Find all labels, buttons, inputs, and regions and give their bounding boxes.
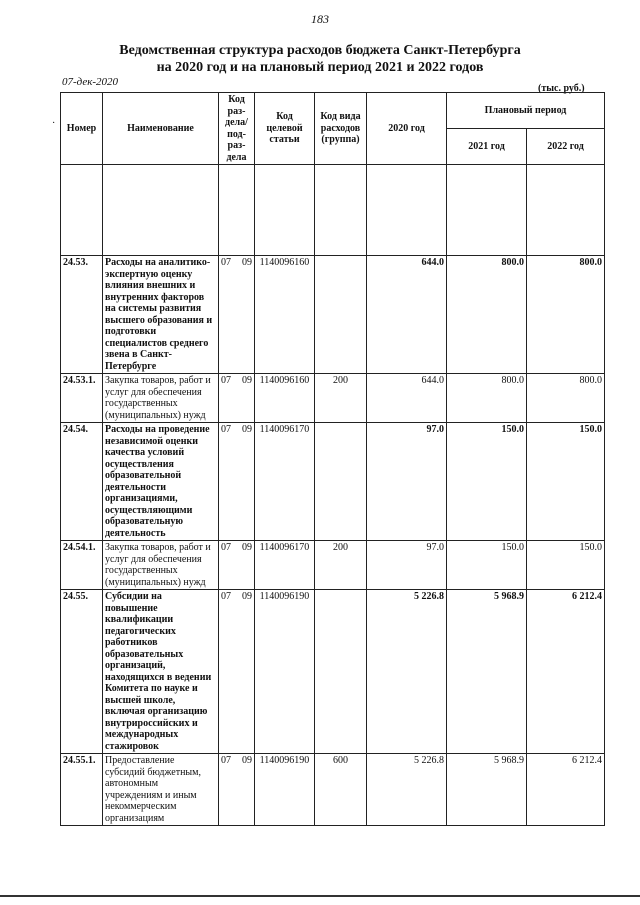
row-2022: 150.0 — [527, 423, 605, 541]
subsection-code: 09 — [242, 257, 252, 268]
subsection-code: 09 — [242, 755, 252, 766]
row-2021: 5 968.9 — [447, 590, 527, 754]
row-name: Расходы на проведение независимой оценки качества условий осуществления образовательной деятельности организациями, осуществляющими образовательную деятельность — [103, 423, 219, 541]
row-target-code: 1140096160 — [255, 256, 315, 374]
row-expense-kind: 200 — [315, 374, 367, 423]
row-expense-kind — [315, 590, 367, 754]
row-2022: 800.0 — [527, 256, 605, 374]
row-number: 24.55.1. — [61, 754, 103, 826]
row-number: 24.53. — [61, 256, 103, 374]
row-target-code: 1140096190 — [255, 590, 315, 754]
footer-rule — [0, 895, 640, 897]
section-code: 07 — [221, 755, 231, 766]
table-row — [61, 541, 605, 590]
row-section — [219, 541, 255, 590]
section-code: 07 — [221, 257, 231, 268]
row-2022: 6 212.4 — [527, 754, 605, 826]
row-name: Закупка товаров, работ и услуг для обеспечения государственных (муниципальных) нужд — [103, 541, 219, 590]
row-section — [219, 590, 255, 754]
header-target: Код целевой статьи — [255, 93, 315, 165]
header-2022: 2022 год — [527, 129, 605, 165]
row-section — [219, 374, 255, 423]
row-2020: 97.0 — [367, 423, 447, 541]
table-row — [61, 374, 605, 423]
row-number: 24.54.1. — [61, 541, 103, 590]
budget-table — [60, 92, 605, 826]
section-code: 07 — [221, 375, 231, 386]
table-row — [61, 256, 605, 374]
table-row — [61, 754, 605, 826]
title-line-1: Ведомственная структура расходов бюджета Санкт-Петербурга — [119, 43, 521, 58]
row-2020: 644.0 — [367, 256, 447, 374]
margin-mark: · — [52, 118, 56, 129]
row-2020: 97.0 — [367, 541, 447, 590]
row-2021: 150.0 — [447, 423, 527, 541]
row-target-code: 1140096170 — [255, 541, 315, 590]
row-2020: 5 226.8 — [367, 754, 447, 826]
row-expense-kind: 600 — [315, 754, 367, 826]
table-row — [61, 423, 605, 541]
section-code: 07 — [221, 424, 231, 435]
row-2021: 150.0 — [447, 541, 527, 590]
header-name: Наименование — [103, 93, 219, 165]
row-2020: 644.0 — [367, 374, 447, 423]
row-name: Предоставление субсидий бюджетным, автономным учреждениям и иным некоммерческим организациям — [103, 754, 219, 826]
row-section — [219, 754, 255, 826]
row-target-code: 1140096160 — [255, 374, 315, 423]
row-2021: 800.0 — [447, 256, 527, 374]
row-name: Закупка товаров, работ и услуг для обеспечения государственных (муниципальных) нужд — [103, 374, 219, 423]
document-date: 07-дек-2020 — [62, 76, 119, 88]
row-number: 24.54. — [61, 423, 103, 541]
section-code: 07 — [221, 542, 231, 553]
subsection-code: 09 — [242, 591, 252, 602]
header-2021: 2021 год — [447, 129, 527, 165]
section-code: 07 — [221, 591, 231, 602]
header-number: Номер — [61, 93, 103, 165]
units-label: (тыс. руб.) — [538, 83, 585, 94]
row-2021: 5 968.9 — [447, 754, 527, 826]
header-plan-period: Плановый период — [447, 93, 605, 129]
row-section — [219, 256, 255, 374]
row-number: 24.53.1. — [61, 374, 103, 423]
row-2020: 5 226.8 — [367, 590, 447, 754]
header-2020: 2020 год — [367, 93, 447, 165]
row-number: 24.55. — [61, 590, 103, 754]
page-number: 183 — [311, 12, 329, 26]
table-row — [61, 590, 605, 754]
header-spacer-row — [61, 165, 605, 256]
row-expense-kind — [315, 256, 367, 374]
row-expense-kind — [315, 423, 367, 541]
document-title — [0, 42, 640, 76]
row-target-code: 1140096170 — [255, 423, 315, 541]
subsection-code: 09 — [242, 375, 252, 386]
row-target-code: 1140096190 — [255, 754, 315, 826]
row-2022: 150.0 — [527, 541, 605, 590]
row-name: Субсидии на повышение квалификации педагогических работников образовательных организаций, находящихся в ведении Комитета по науке и высшей школе, включая организацию внутрироссийских и международных стажировок — [103, 590, 219, 754]
row-2021: 800.0 — [447, 374, 527, 423]
row-section — [219, 423, 255, 541]
header-kind: Код вида расходов (группа) — [315, 93, 367, 165]
row-expense-kind: 200 — [315, 541, 367, 590]
row-name: Расходы на аналитико-экспертную оценку влияния внешних и внутренних факторов на системы развития высшего образования и подготовки специалистов среднего звена в Санкт-Петербурге — [103, 256, 219, 374]
subsection-code: 09 — [242, 424, 252, 435]
row-2022: 800.0 — [527, 374, 605, 423]
row-2022: 6 212.4 — [527, 590, 605, 754]
subsection-code: 09 — [242, 542, 252, 553]
header-section: Код раз- дела/ под- раз- дела — [219, 93, 255, 165]
title-line-2: на 2020 год и на плановый период 2021 и 2022 годов — [156, 60, 484, 75]
